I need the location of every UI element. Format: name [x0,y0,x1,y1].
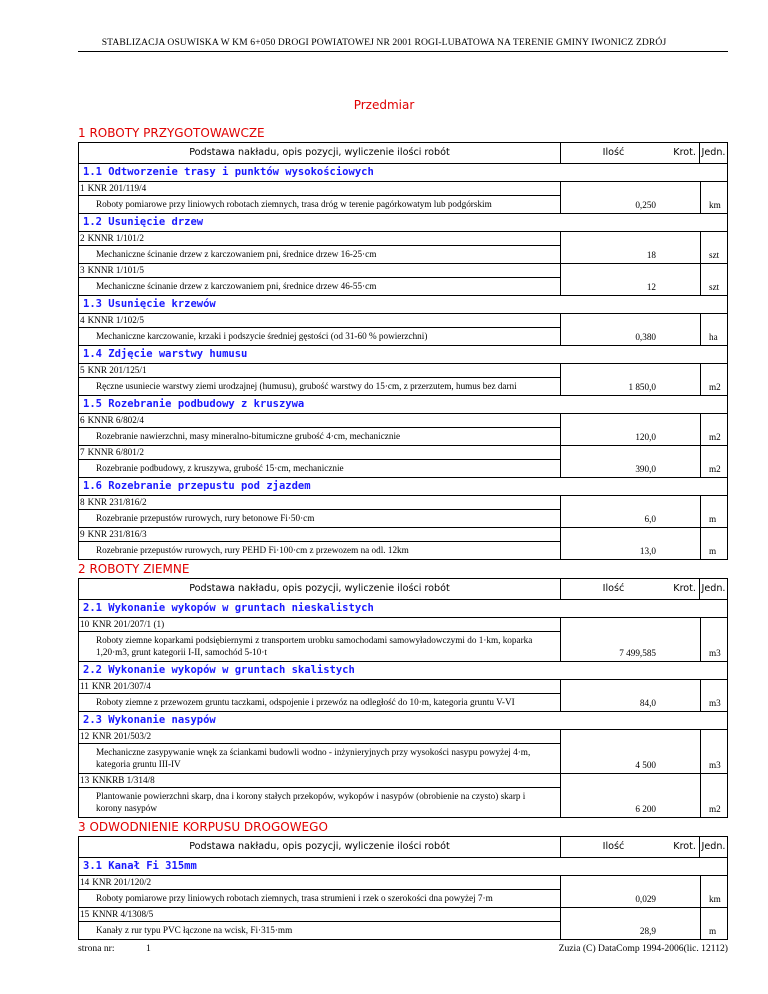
item-text: Rozebranie przepustów rurowych, rury betonowe Fi·50·cm [79,509,560,527]
subsection-title: 1.4 Zdjęcie warstwy humusu [79,346,727,364]
item-multiplier [666,364,701,395]
table-row [79,730,727,774]
item-text: Rozebranie nawierzchni, masy mineralno-bitumiczne grubość 4·cm, mechanicznie [79,427,560,445]
item-quantity: 7 499,585 [619,648,656,658]
item-description-cell [79,876,561,907]
item-multiplier [666,314,701,345]
item-heading [79,496,560,509]
item-multiplier [666,876,701,907]
item-text: Ręczne usuniecie warstwy ziemi urodzajnej (humusu), grubość warstwy do 15·cm, z przerzutem, humus bez darni [79,377,560,395]
item-heading [79,680,560,693]
item-number: 2 [80,233,85,243]
item-multiplier [666,232,701,263]
item-number: 15 [80,909,90,919]
item-description-cell [79,908,561,939]
section-title: 2 ROBOTY ZIEMNE [78,562,190,576]
item-norm-code: KNR 201/120/2 [92,877,152,887]
item-description-cell [79,680,561,711]
table-row [79,876,727,908]
item-norm-code: KNR 201/207/1 (1) [92,619,165,629]
column-header-unit: Jedn. [701,841,726,852]
item-text: Rozebranie podbudowy, z kruszywa, grubość 15·cm, mechanicznie [79,459,560,477]
column-header-description: Podstawa nakładu, opis pozycji, wyliczenie ilości robót [79,837,561,857]
item-norm-code: KNNR 6/802/4 [87,415,144,425]
item-quantity: 0,029 [635,894,656,904]
item-unit: m2 [709,464,721,474]
item-unit: m2 [709,432,721,442]
item-quantity: 0,250 [635,200,656,210]
item-heading [79,774,560,787]
item-description-cell [79,264,561,295]
item-norm-code: KNNR 1/101/2 [87,233,144,243]
item-unit: ha [709,332,718,342]
table-header [79,837,727,858]
item-norm-code: KNR 231/816/2 [87,497,147,507]
item-unit: szt [709,282,720,292]
item-unit: m [709,926,717,936]
item-unit: szt [709,250,720,260]
item-quantity: 120,0 [635,432,656,442]
item-quantity: 84,0 [639,698,656,708]
item-unit: km [709,894,721,904]
item-text: Roboty pomiarowe przy liniowych robotach ziemnych, trasa strumieni i rzek o szerokości dna powyżej 7·m [79,889,560,907]
item-quantity: 0,380 [635,332,656,342]
item-multiplier [666,496,701,527]
table-header [79,143,727,164]
estimate-content [78,124,728,940]
table-row [79,908,727,939]
item-text: Rozebranie przepustów rurowych, rury PEHD Fi·100·cm z przewozem na odl. 12km [79,541,560,559]
item-number: 6 [80,415,85,425]
item-multiplier [666,182,701,213]
column-header-quantity: Ilość [602,841,625,852]
item-heading [79,264,560,277]
item-text: Roboty ziemne koparkami podsiębiernymi z transportem urobku samochodami samowyładowczymi do 1·km, koparka 1,20·m3, grunt kategorii I-II, samochód 5-10·t [79,631,560,661]
item-heading [79,364,560,377]
table-row [79,496,727,528]
item-unit: m2 [709,804,721,814]
item-number: 10 [80,619,90,629]
table-row [79,364,727,396]
column-header-description: Podstawa nakładu, opis pozycji, wyliczenie ilości robót [79,579,561,599]
item-text: Mechaniczne ścinanie drzew z karczowaniem pni, średnice drzew 16-25·cm [79,245,560,263]
column-header-quantity: Ilość [602,583,625,594]
subsection-title: 2.1 Wykonanie wykopów w gruntach nieskalistych [79,600,727,618]
item-heading [79,730,560,743]
item-unit: m [709,546,717,556]
subsection-title: 1.6 Rozebranie przepustu pod zjazdem [79,478,727,496]
item-heading [79,446,560,459]
estimate-table [78,836,728,940]
item-quantity: 18 [646,250,656,260]
item-unit: km [709,200,721,210]
item-unit: m2 [709,382,721,392]
column-header-quantity: Ilość [602,147,625,158]
item-number: 4 [80,315,85,325]
item-multiplier [666,774,701,817]
table-row [79,232,727,264]
item-multiplier [666,730,701,773]
item-text: Plantowanie powierzchni skarp, dna i korony stałych przekopów, wykopów i nasypów (obrobienie na czysto) skarp i korony nasypów [79,787,560,817]
item-quantity: 13,0 [639,546,656,556]
item-description-cell [79,182,561,213]
item-norm-code: KNR 201/307/4 [91,681,151,691]
item-heading [79,528,560,541]
item-norm-code: KNNR 1/102/5 [87,315,144,325]
subsection-title: 1.1 Odtworzenie trasy i punktów wysokościowych [79,164,727,182]
item-heading [79,618,560,631]
item-norm-code: KNR 201/503/2 [92,731,152,741]
column-header-unit: Jedn. [701,147,726,158]
item-norm-code: KNNR 6/801/2 [87,447,144,457]
subsection-title: 1.5 Rozebranie podbudowy z kruszywa [79,396,727,414]
item-quantity: 4 500 [635,760,656,770]
software-credit: Zuzia (C) DataComp 1994-2006(lic. 12112) [558,943,728,954]
subsection-title: 1.3 Usunięcie krzewów [79,296,727,314]
item-norm-code: KNR 201/119/4 [87,183,147,193]
item-heading [79,232,560,245]
item-description-cell [79,730,561,773]
item-text: Mechaniczne ścinanie drzew z karczowaniem pni, średnice drzew 46-55·cm [79,277,560,295]
item-norm-code: KNKRB 1/314/8 [92,775,155,785]
item-heading [79,314,560,327]
page-label: strona nr: [78,943,115,954]
item-multiplier [666,446,701,477]
item-quantity: 6,0 [644,514,656,524]
item-description-cell [79,528,561,559]
column-header-multiplier: Krot. [666,579,700,599]
item-number: 13 [80,775,90,785]
item-number: 7 [80,447,85,457]
item-number: 5 [80,365,85,375]
item-text: Roboty pomiarowe przy liniowych robotach ziemnych, trasa dróg w terenie pagórkowatym lub podgórskim [79,195,560,213]
item-norm-code: KNR 231/816/3 [87,529,147,539]
item-heading [79,182,560,195]
section-title: 3 ODWODNIENIE KORPUSU DROGOWEGO [78,820,328,834]
item-multiplier [666,414,701,445]
document-title: Przedmiar [353,98,415,112]
table-row [79,528,727,559]
item-number: 3 [80,265,85,275]
item-description-cell [79,496,561,527]
table-header [79,579,727,600]
item-quantity: 6 200 [635,804,656,814]
item-quantity: 1 850,0 [628,382,656,392]
item-unit: m3 [709,698,721,708]
document-header: STABLIZACJA OSUWISKA W KM 6+050 DROGI POWIATOWEJ NR 2001 ROGI-LUBATOWA NA TERENIE GMINY IWONICZ ZDRÓJ [101,37,667,48]
estimate-table [78,142,728,560]
item-heading [79,876,560,889]
item-multiplier [666,618,701,661]
subsection-title: 2.2 Wykonanie wykopów w gruntach skalistych [79,662,727,680]
table-row [79,264,727,296]
item-unit: m3 [709,648,721,658]
section-title: 1 ROBOTY PRZYGOTOWAWCZE [78,126,265,140]
item-norm-code: KNNR 1/101/5 [87,265,144,275]
item-quantity: 28,9 [639,926,656,936]
table-row [79,446,727,478]
item-multiplier [666,528,701,559]
item-unit: m3 [709,760,721,770]
item-text: Mechaniczne zasypywanie wnęk za ściankami budowli wodno - inżynieryjnych przy wysokości nasypu powyżej 4·m, kategoria gruntu III-IV [79,743,560,773]
item-text: Mechaniczne karczowanie, krzaki i podszycie średniej gęstości (od 31-60 % powierzchni) [79,327,560,345]
item-heading [79,908,560,921]
item-number: 12 [80,731,90,741]
item-description-cell [79,364,561,395]
item-text: Roboty ziemne z przewozem gruntu taczkami, odspojenie i przewóz na odległość do 10·m, kategoria gruntu V-VI [79,693,560,711]
subsection-title: 3.1 Kanał Fi 315mm [79,858,727,876]
subsection-title: 1.2 Usunięcie drzew [79,214,727,232]
item-description-cell [79,232,561,263]
table-row [79,774,727,817]
column-header-description: Podstawa nakładu, opis pozycji, wyliczenie ilości robót [79,143,561,163]
item-multiplier [666,680,701,711]
table-row [79,182,727,214]
page-number: 1 [146,943,151,954]
item-number: 14 [80,877,90,887]
item-heading [79,414,560,427]
item-description-cell [79,446,561,477]
table-row [79,314,727,346]
item-quantity: 12 [646,282,656,292]
item-description-cell [79,774,561,817]
item-description-cell [79,314,561,345]
table-row [79,618,727,662]
item-number: 9 [80,529,85,539]
column-header-unit: Jedn. [701,583,726,594]
estimate-table [78,578,728,818]
item-number: 8 [80,497,85,507]
item-unit: m [709,514,717,524]
item-multiplier [666,264,701,295]
item-norm-code: KNNR 4/1308/5 [92,909,154,919]
item-number: 1 [80,183,85,193]
item-multiplier [666,908,701,939]
table-row [79,414,727,446]
item-description-cell [79,414,561,445]
table-row [79,680,727,712]
item-description-cell [79,618,561,661]
item-number: 11 [80,681,89,691]
header-rule [78,51,728,52]
column-header-multiplier: Krot. [666,837,700,857]
column-header-multiplier: Krot. [666,143,700,163]
item-norm-code: KNR 201/125/1 [87,365,147,375]
item-text: Kanały z rur typu PVC łączone na wcisk, Fi·315·mm [79,921,560,939]
item-quantity: 390,0 [635,464,656,474]
subsection-title: 2.3 Wykonanie nasypów [79,712,727,730]
